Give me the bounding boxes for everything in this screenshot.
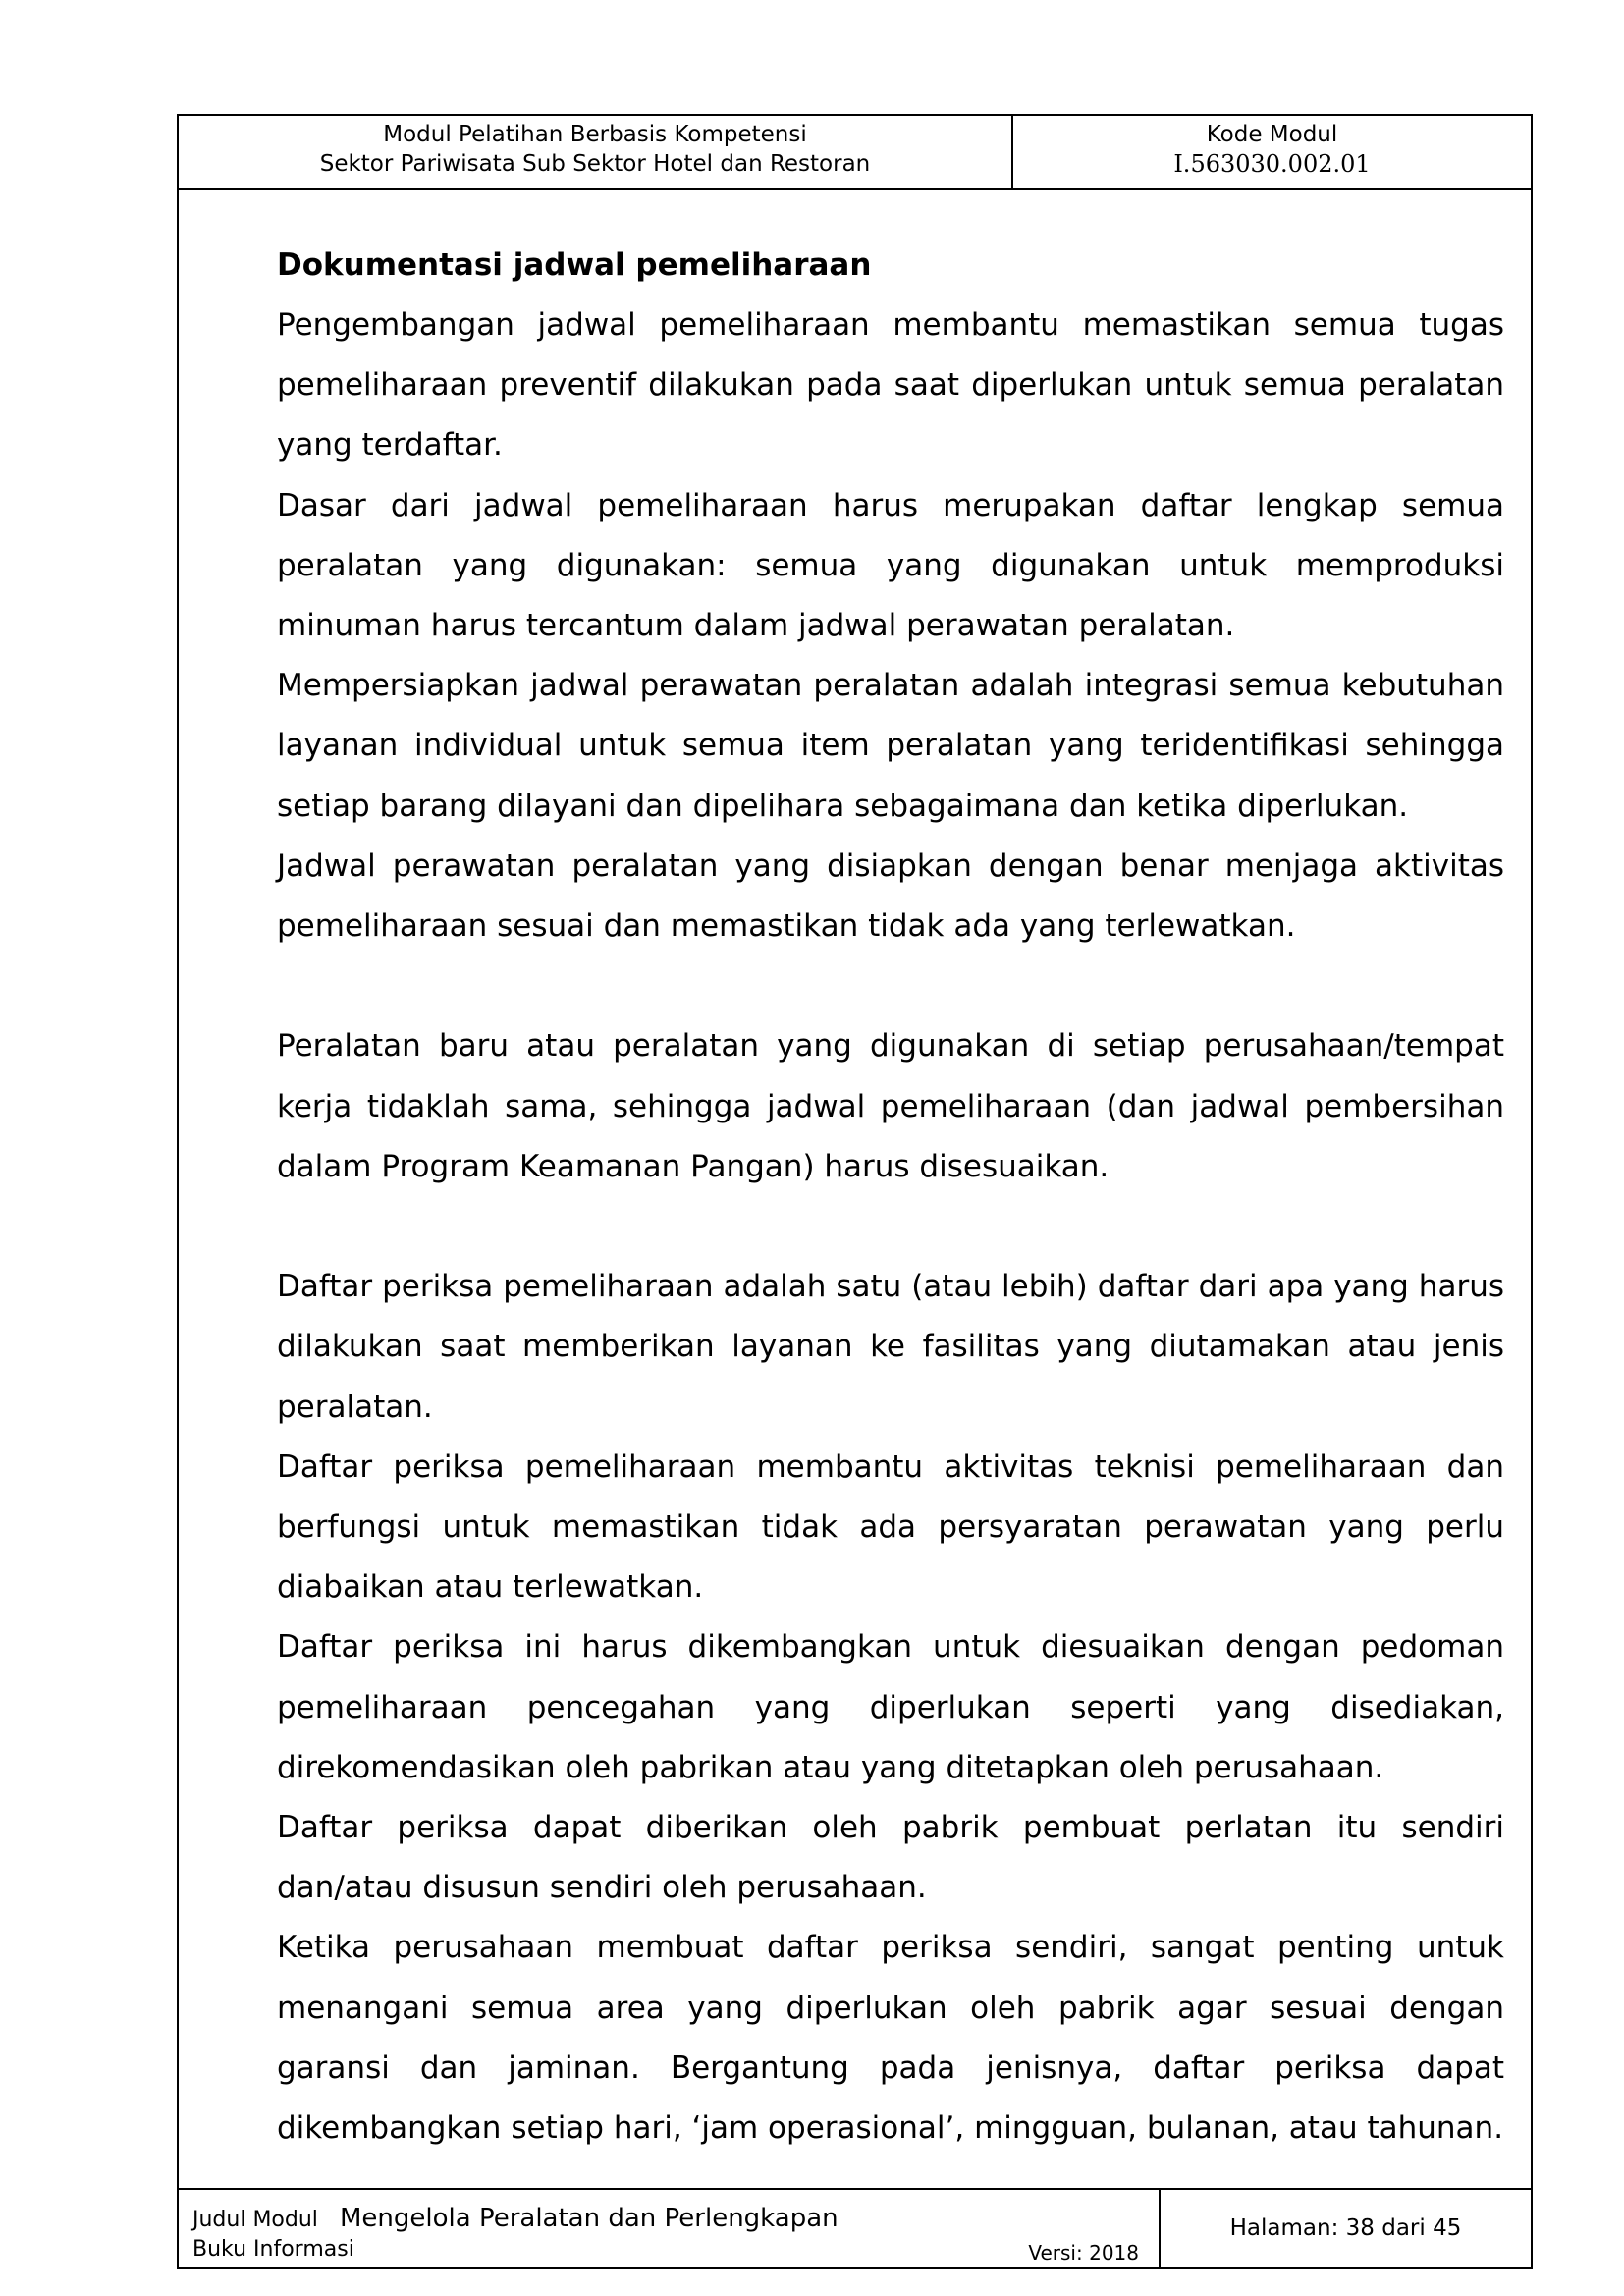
footer-book-type: Buku Informasi [192, 2237, 354, 2262]
page-header [179, 116, 1531, 190]
paragraph-8: Daftar periksa ini harus dikembangkan untuk diesuaikan dengan pedoman pemeliharaan pencegahan yang diperlukan seperti yang disediakan, direkomendasikan oleh pabrikan atau yang ditetapkan oleh perusahaan. [277, 1629, 1504, 1785]
page-footer [179, 2188, 1531, 2267]
header-sector: Sektor Pariwisata Sub Sektor Hotel dan Restoran [319, 151, 871, 177]
header-module-info [179, 116, 1013, 188]
spacer [277, 1197, 1504, 1257]
paragraph-7: Daftar periksa pemeliharaan membantu aktivitas teknisi pemeliharaan dan berfungsi untuk memastikan tidak ada persyaratan perawatan yang perlu diabaikan atau terlewatkan. [277, 1449, 1504, 1606]
page-content [277, 236, 1504, 2159]
header-code-label: Kode Modul [1206, 122, 1338, 147]
header-module-title: Modul Pelatihan Berbasis Kompetensi [383, 122, 807, 147]
header-code-value: I.563030.002.01 [1173, 150, 1371, 178]
paragraph-1: Pengembangan jadwal pemeliharaan membantu memastikan semua tugas pemeliharaan preventif dilakukan pada saat diperlukan untuk semua peralatan yang terdaftar. [277, 307, 1504, 464]
spacer [277, 957, 1504, 1016]
footer-version: Versi: 2018 [1028, 2241, 1139, 2265]
paragraph-9: Daftar periksa dapat diberikan oleh pabrik pembuat perlatan itu sendiri dan/atau disusun sendiri oleh perusahaan. [277, 1810, 1504, 1906]
paragraph-10: Ketika perusahaan membuat daftar periksa sendiri, sangat penting untuk menangani semua area yang diperlukan oleh pabrik agar sesuai dengan garansi dan jaminan. Bergantung pada jenisnya, daftar periksa dapat dikembangkan setiap hari, ‘jam operasional’, mingguan, bulanan, atau tahunan. [277, 1930, 1504, 2147]
footer-page-number [1161, 2190, 1531, 2267]
header-module-code [1013, 116, 1531, 191]
footer-module-title: Mengelola Peralatan dan Perlengkapan [340, 2204, 839, 2233]
page-number: Halaman: 38 dari 45 [1229, 2215, 1462, 2241]
section-heading: Dokumentasi jadwal pemeliharaan [277, 247, 872, 283]
footer-label: Judul Modul [192, 2208, 318, 2232]
paragraph-6: Daftar periksa pemeliharaan adalah satu (atau lebih) daftar dari apa yang harus dilakukan saat memberikan layanan ke fasilitas yang diutamakan atau jenis peralatan. [277, 1269, 1504, 1425]
paragraph-4: Jadwal perawatan peralatan yang disiapkan dengan benar menjaga aktivitas pemeliharaan sesuai dan memastikan tidak ada yang terlewatkan. [277, 847, 1504, 945]
paragraph-2: Dasar dari jadwal pemeliharaan harus merupakan daftar lengkap semua peralatan yang digunakan: semua yang digunakan untuk memproduksi minuman harus tercantum dalam jadwal perawatan peralatan. [277, 487, 1504, 644]
paragraph-5: Peralatan baru atau peralatan yang digunakan di setiap perusahaan/tempat kerja tidaklah sama, sehingga jadwal pemeliharaan (dan jadwal pembersihan dalam Program Keamanan Pangan) harus disesuaikan. [277, 1028, 1504, 1184]
footer-module-info [179, 2190, 1161, 2267]
page-frame [177, 114, 1533, 2269]
paragraph-3: Mempersiapkan jadwal perawatan peralatan adalah integrasi semua kebutuhan layanan individual untuk semua item peralatan yang teridentifikasi sehingga setiap barang dilayani dan dipelihara sebagaimana dan ketika diperlukan. [277, 668, 1504, 824]
